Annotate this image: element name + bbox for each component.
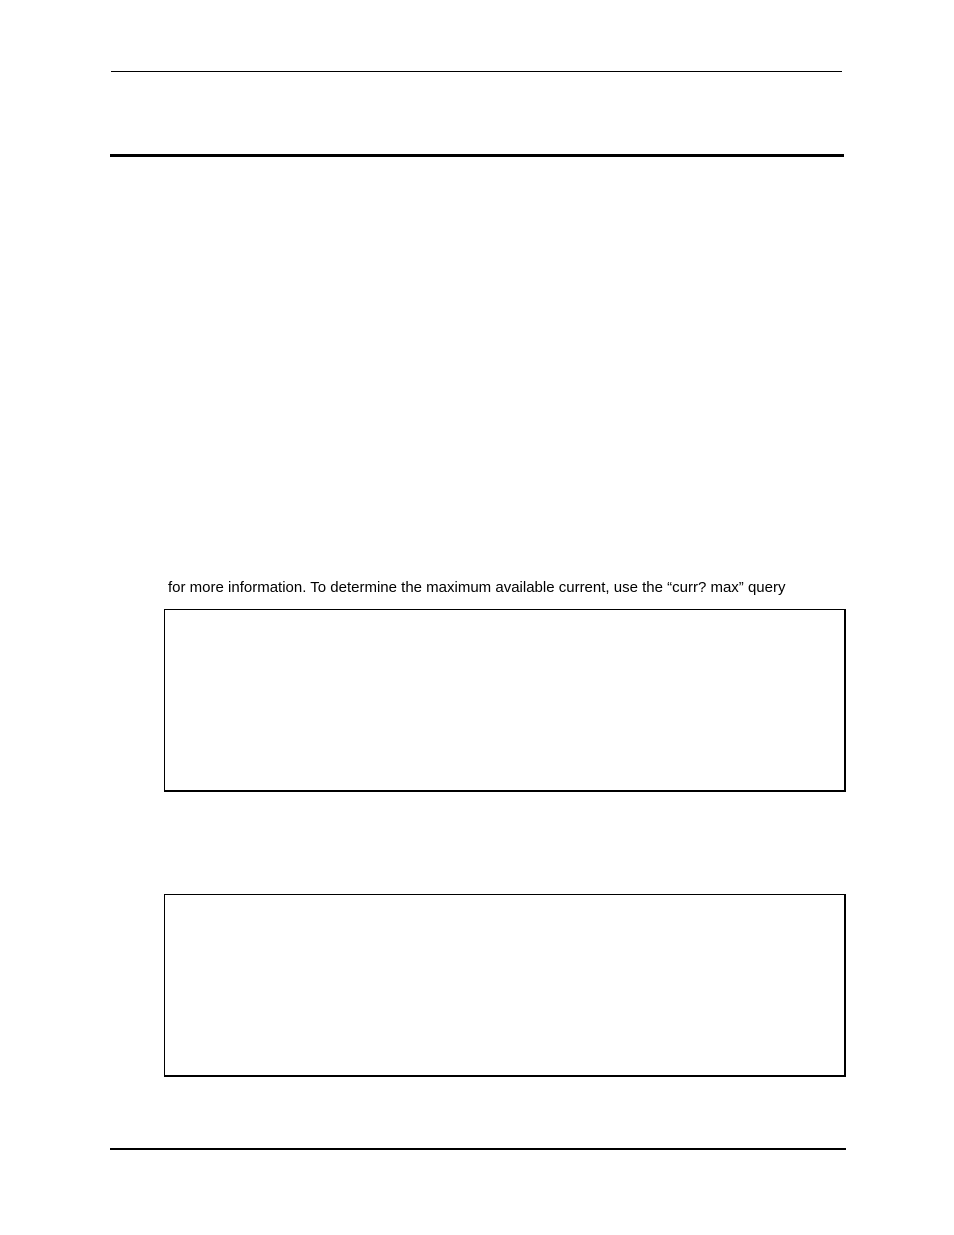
section-divider [110,154,844,157]
code-example-box [164,609,846,792]
body-paragraph: for more information. To determine the maximum available current, use the “curr? max” query [168,579,786,596]
footer-rule [110,1148,846,1150]
header-rule [111,71,842,72]
code-example-box [164,894,846,1077]
